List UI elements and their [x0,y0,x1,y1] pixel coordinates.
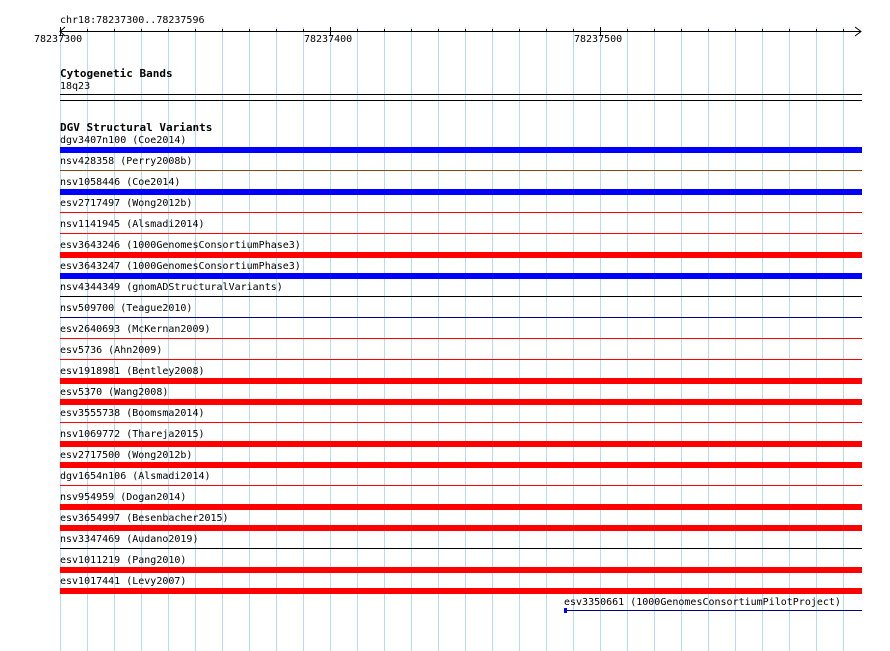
variant-label[interactable]: esv5736 (Ahn2009) [60,345,163,356]
variant-label[interactable]: nsv1069772 (Thareja2015) [60,429,205,440]
variant-label[interactable]: esv3654997 (Besenbacher2015) [60,513,229,524]
cytoband-label: 18q23 [60,81,91,92]
variant-label[interactable]: nsv4344349 (gnomADStructuralVariants) [60,282,283,293]
variant-label[interactable]: esv5370 (Wang2008) [60,387,169,398]
variant-label[interactable]: esv2717497 (Wong2012b) [60,198,193,209]
variant-label[interactable]: nsv1058446 (Coe2014) [60,177,181,188]
variant-bar[interactable] [60,525,862,531]
variant-bar-extra-start[interactable] [564,608,567,613]
variant-bar[interactable] [60,588,862,594]
variant-label[interactable]: esv1011219 (Pang2010) [60,555,187,566]
cytoband-band-line[interactable] [60,94,862,95]
variant-bar-extra[interactable] [564,610,862,611]
variant-bar[interactable] [60,359,862,360]
variant-bar[interactable] [60,252,862,258]
variant-label[interactable]: esv3643247 (1000GenomesConsortiumPhase3) [60,261,301,272]
variant-label[interactable]: dgv3407n100 (Coe2014) [60,135,187,146]
variant-bar[interactable] [60,212,862,213]
variant-label[interactable]: esv3555738 (Boomsma2014) [60,408,205,419]
variant-bar[interactable] [60,273,862,279]
cytoband-track-divider [60,100,862,101]
ruler-tick-label-0: 78237300 [34,34,83,45]
variant-label[interactable]: nsv509700 (Teague2010) [60,303,193,314]
variant-bar[interactable] [60,189,862,195]
variant-bar[interactable] [60,338,862,339]
ruler-tick-label-2: 78237500 [574,34,623,45]
variant-bar[interactable] [60,296,862,297]
variant-bar[interactable] [60,441,862,447]
variant-label[interactable]: nsv428358 (Perry2008b) [60,156,193,167]
variant-label[interactable]: nsv1141945 (Alsmadi2014) [60,219,205,230]
variant-label[interactable]: nsv954959 (Dogan2014) [60,492,187,503]
variant-bar[interactable] [60,422,862,423]
variant-bar[interactable] [60,378,862,384]
variant-bar[interactable] [60,147,862,153]
cytoband-track-title: Cytogenetic Bands [60,67,173,80]
variant-label-extra[interactable]: esv3350661 (1000GenomesConsortiumPilotProject) [564,597,841,608]
variant-label[interactable]: esv3643246 (1000GenomesConsortiumPhase3) [60,240,301,251]
variant-label[interactable]: esv2640693 (McKernan2009) [60,324,211,335]
variant-bar[interactable] [60,399,862,405]
variant-bar[interactable] [60,504,862,510]
variant-bar[interactable] [60,462,862,468]
ruler-region-label: chr18:78237300..78237596 [60,15,205,26]
variant-bar[interactable] [60,567,862,573]
variant-bar[interactable] [60,485,862,486]
ruler-tick-label-1: 78237400 [304,34,353,45]
variant-label[interactable]: esv1017441 (Levy2007) [60,576,187,587]
dgv-track-title: DGV Structural Variants [60,121,213,134]
variant-label[interactable]: nsv3347469 (Audano2019) [60,534,199,545]
variant-bar[interactable] [60,548,862,549]
variant-bar[interactable] [60,233,862,234]
variant-bar[interactable] [60,317,862,318]
variant-label[interactable]: esv2717500 (Wong2012b) [60,450,193,461]
variant-label[interactable]: esv1918981 (Bentley2008) [60,366,205,377]
variant-bar[interactable] [60,170,862,171]
variant-label[interactable]: dgv1654n106 (Alsmadi2014) [60,471,211,482]
